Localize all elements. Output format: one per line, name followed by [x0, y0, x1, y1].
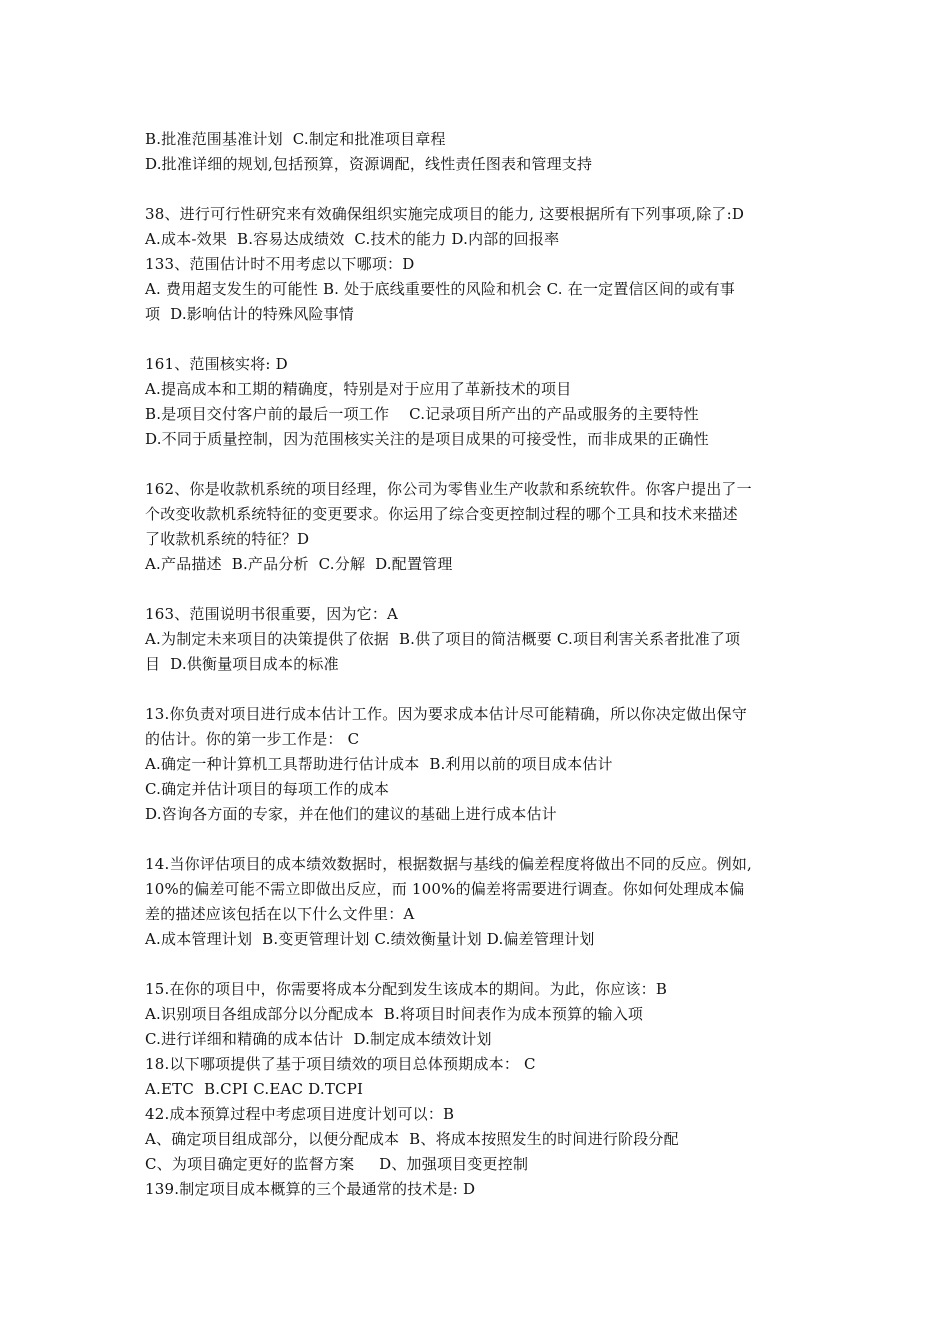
- paragraph-gap: [145, 677, 825, 702]
- q161-stem: 161、范围核实将: D: [145, 355, 288, 373]
- paragraph-gap: [145, 327, 825, 352]
- q162-stem-1: 162、你是收款机系统的项目经理，你公司为零售业生产收款和系统软件。你客户提出了一: [145, 480, 752, 498]
- q133-stem: 133、范围估计时不用考虑以下哪项：D: [145, 255, 415, 273]
- paragraph-gap: [145, 577, 825, 602]
- q14-options: A.成本管理计划 B.变更管理计划 C.绩效衡量计划 D.偏差管理计划: [145, 930, 595, 948]
- q18-options: A.ETC B.CPI C.EAC D.TCPI: [145, 1080, 364, 1098]
- q161-option-d: D.不同于质量控制，因为范围核实关注的是项目成果的可接受性，而非成果的正确性: [145, 430, 709, 448]
- q-prev-option-d: D.批准详细的规划,包括预算，资源调配，线性责任图表和管理支持: [145, 155, 593, 173]
- q162-stem-2: 个改变收款机系统特征的变更要求。你运用了综合变更控制过程的哪个工具和技术来描述: [145, 505, 738, 523]
- q-prev-options-bc: B.批准范围基准计划 C.制定和批准项目章程: [145, 130, 446, 148]
- q161-option-a: A.提高成本和工期的精确度，特别是对于应用了革新技术的项目: [145, 380, 572, 398]
- q162-options: A.产品描述 B.产品分析 C.分解 D.配置管理: [145, 555, 453, 573]
- q42-options-ab: A、确定项目组成部分，以便分配成本 B、将成本按照发生的时间进行阶段分配: [145, 1130, 679, 1148]
- q38-stem: 38、进行可行性研究来有效确保组织实施完成项目的能力, 这要根据所有下列事项,除了:D: [145, 205, 745, 223]
- q14-stem-2: 10%的偏差可能不需立即做出反应，而 100%的偏差将需要进行调查。你如何处理成本偏: [145, 880, 745, 898]
- q162-stem-3: 了收款机系统的特征？D: [145, 530, 310, 548]
- paragraph-gap: [145, 952, 825, 977]
- q13-option-d: D.咨询各方面的专家，并在他们的建议的基础上进行成本估计: [145, 805, 557, 823]
- q163-options-2: 目 D.供衡量项目成本的标准: [145, 655, 339, 673]
- q15-stem: 15.在你的项目中，你需要将成本分配到发生该成本的期间。为此，你应该：B: [145, 980, 668, 998]
- q139-stem: 139.制定项目成本概算的三个最通常的技术是: D: [145, 1180, 476, 1198]
- q13-option-c: C.确定并估计项目的每项工作的成本: [145, 780, 390, 798]
- q133-options-2: 项 D.影响估计的特殊风险事情: [145, 305, 354, 323]
- q163-options-1: A.为制定未来项目的决策提供了依据 B.供了项目的简洁概要 C.项目利害关系者批准了项: [145, 630, 741, 648]
- q18-stem: 18.以下哪项提供了基于项目绩效的项目总体预期成本： C: [145, 1055, 536, 1073]
- q13-options-ab: A.确定一种计算机工具帮助进行估计成本 B.利用以前的项目成本估计: [145, 755, 613, 773]
- paragraph-gap: [145, 452, 825, 477]
- q13-stem-2: 的估计。你的第一步工作是： C: [145, 730, 360, 748]
- q133-options-1: A. 费用超支发生的可能性 B. 处于底线重要性的风险和机会 C. 在一定置信区间的或有事: [145, 280, 735, 298]
- q13-stem-1: 13.你负责对项目进行成本估计工作。因为要求成本估计尽可能精确，所以你决定做出保守: [145, 705, 748, 723]
- paragraph-gap: [145, 827, 825, 852]
- q15-options-cd: C.进行详细和精确的成本估计 D.制定成本绩效计划: [145, 1030, 492, 1048]
- q38-options: A.成本-效果 B.容易达成绩效 C.技术的能力 D.内部的回报率: [145, 230, 560, 248]
- q42-options-cd: C、为项目确定更好的监督方案 D、加强项目变更控制: [145, 1155, 529, 1173]
- q42-stem: 42.成本预算过程中考虑项目进度计划可以：B: [145, 1105, 455, 1123]
- paragraph-gap: [145, 177, 825, 202]
- q14-stem-1: 14.当你评估项目的成本绩效数据时，根据数据与基线的偏差程度将做出不同的反应。例如,: [145, 855, 753, 873]
- q14-stem-3: 差的描述应该包括在以下什么文件里：A: [145, 905, 415, 923]
- document-body: [145, 127, 825, 1202]
- q161-options-bc: B.是项目交付客户前的最后一项工作 C.记录项目所产出的产品或服务的主要特性: [145, 405, 699, 423]
- q15-options-ab: A.识别项目各组成部分以分配成本 B.将项目时间表作为成本预算的输入项: [145, 1005, 644, 1023]
- q163-stem: 163、范围说明书很重要，因为它：A: [145, 605, 399, 623]
